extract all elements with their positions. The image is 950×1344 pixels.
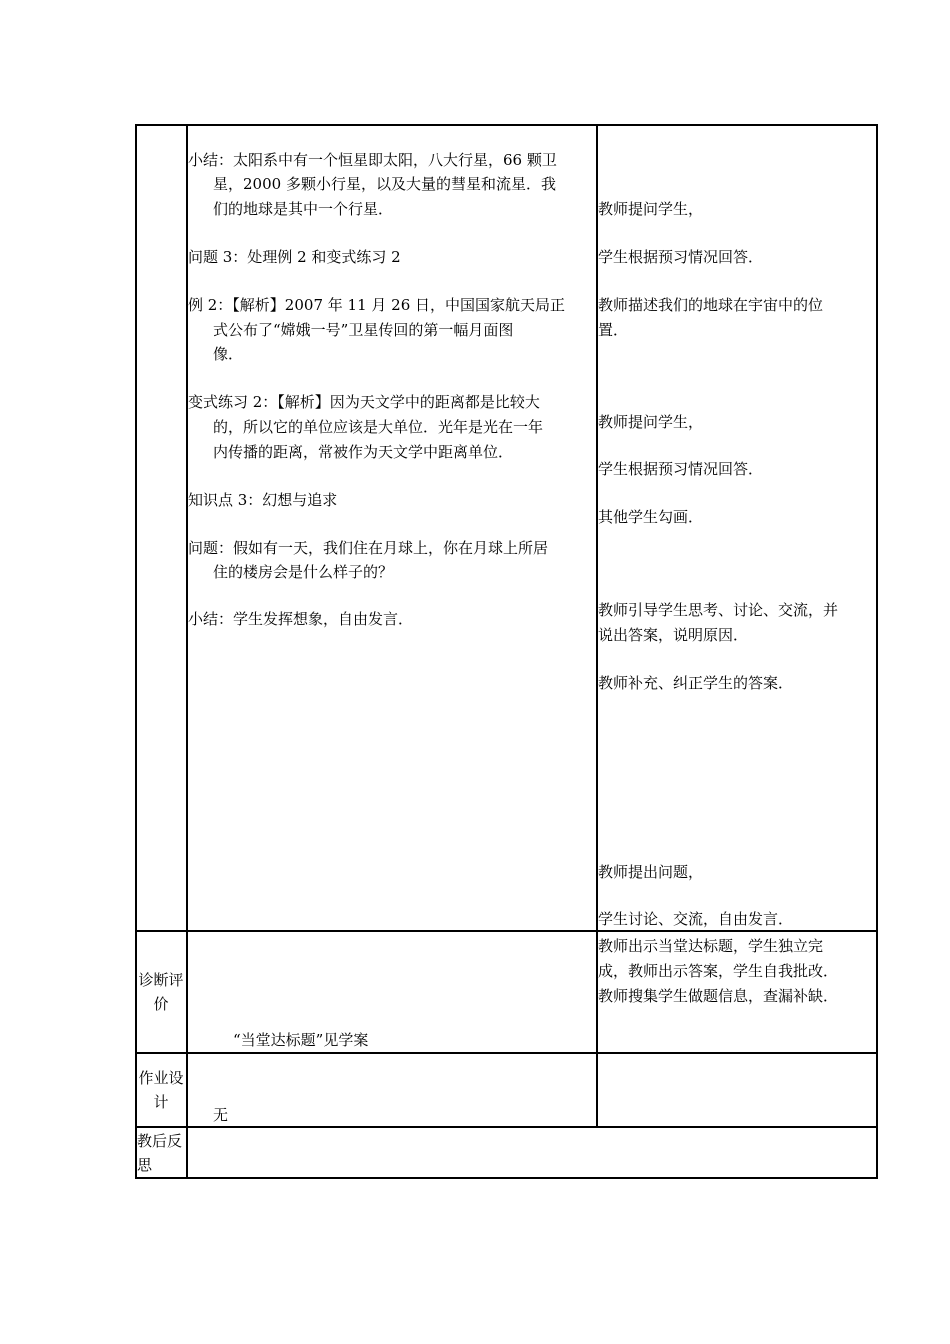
knowledge-point-3: 知识点 3：幻想与追求 [188,491,338,509]
summary-line-3: 们的地球是其中一个行星． [213,200,394,218]
homework-content: 无 [213,1106,229,1124]
activity-7: 教师引导学生思考、讨论、交流，并 [598,601,839,619]
example-2-line-1: 例 2：【解析】2007 年 11 月 26 日，中国国家航天局正 [188,296,566,314]
variant-2-line-3: 内传播的距离，常被作为天文学中距离单位． [213,443,514,461]
diagnosis-activity-3: 教师搜集学生做题信息，查漏补缺． [598,987,839,1005]
activity-2: 学生根据预习情况回答． [598,248,764,266]
activity-7b: 说出答案，说明原因． [598,626,749,644]
row-divider-2 [135,1052,878,1054]
activity-3: 教师描述我们的地球在宇宙中的位 [598,296,824,314]
activity-4: 教师提问学生， [598,413,704,431]
homework-label [136,1066,186,1114]
diagnosis-activity-1: 教师出示当堂达标题，学生独立完 [598,937,824,955]
activity-5: 学生根据预习情况回答． [598,460,764,478]
question-moon-line-1: 问题：假如有一天，我们住在月球上，你在月球上所居 [188,539,549,557]
lesson-plan-table [135,124,878,1179]
summary-imagine: 小结：学生发挥想象，自由发言． [188,610,414,628]
diagnosis-label [136,968,186,1016]
reflection-label-line-1: 教后反 [137,1132,183,1150]
homework-label-line-1: 作业设 [138,1069,184,1087]
example-2-line-2: 式公布了“嫦娥一号”卫星传回的第一幅月面图 [213,321,514,339]
variant-2-line-2: 的，所以它的单位应该是大单位．光年是光在一年 [213,418,544,436]
diagnosis-content: “当堂达标题”见学案 [233,1031,369,1049]
activity-8: 教师补充、纠正学生的答案． [598,674,794,692]
reflection-label [137,1129,182,1177]
summary-line-1: 小结：太阳系中有一个恒星即太阳，八大行星，66 颗卫 [188,151,557,169]
homework-label-line-2: 计 [153,1093,169,1111]
diagnosis-label-line-1: 诊断评 [138,971,184,989]
summary-line-2: 星，2000 多颗小行星，以及大量的彗星和流星．我 [213,175,556,193]
activity-3b: 置． [598,321,629,339]
question-moon-line-2: 住的楼房会是什么样子的？ [213,563,394,581]
question-3: 问题 3：处理例 2 和变式练习 2 [188,248,401,266]
col-divider-1 [186,124,188,1179]
reflection-label-line-2: 思 [137,1156,153,1174]
activity-6: 其他学生勾画． [598,508,704,526]
diagnosis-label-line-2: 价 [153,995,169,1013]
activity-9: 教师提出问题， [598,863,704,881]
diagnosis-activity-2: 成，教师出示答案，学生自我批改． [598,962,839,980]
activity-1: 教师提问学生， [598,200,704,218]
row-divider-3 [135,1126,878,1128]
activity-10: 学生讨论、交流，自由发言． [598,910,794,928]
example-2-line-3: 像． [213,345,244,363]
variant-2-line-1: 变式练习 2：【解析】因为天文学中的距离都是比较大 [188,393,540,411]
